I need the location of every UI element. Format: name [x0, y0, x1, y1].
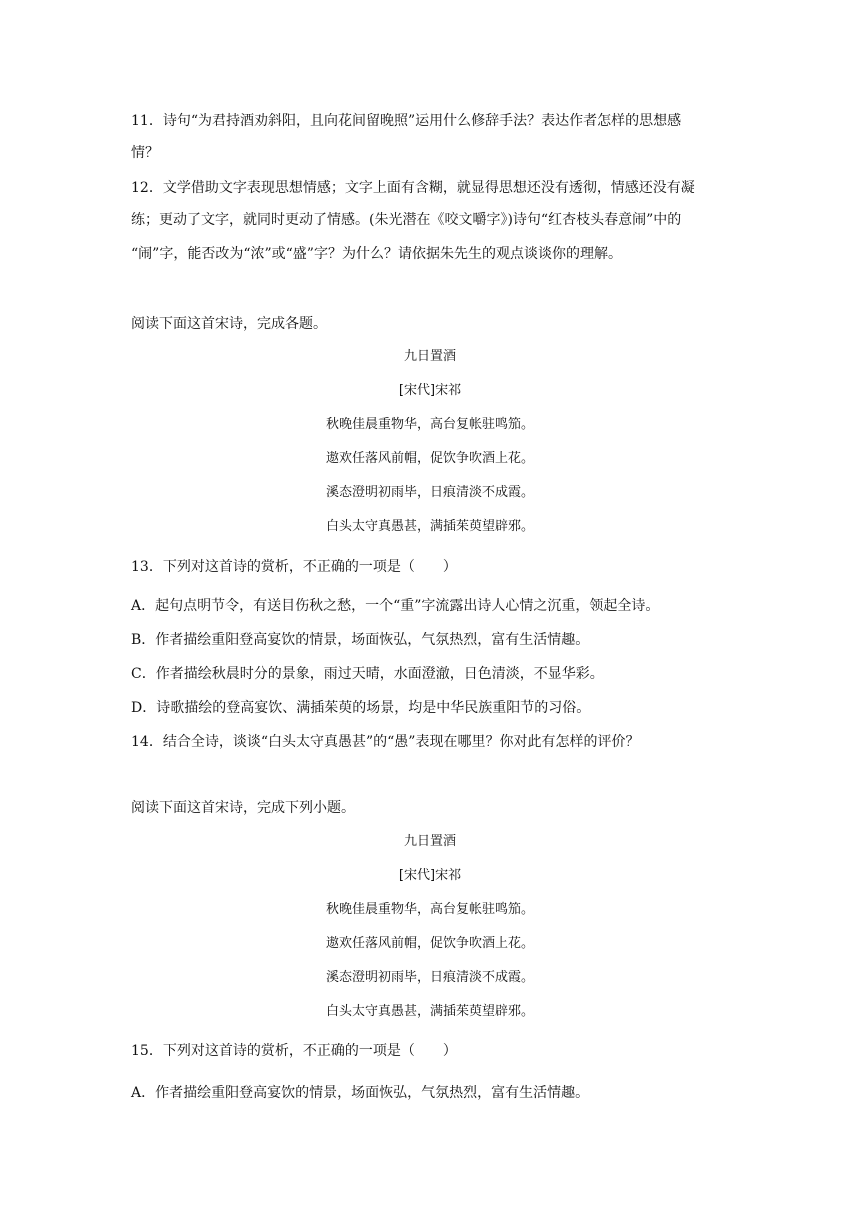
poem-2-title: 九日置酒 — [403, 834, 456, 849]
poem-2-line: 溪态澄明初雨毕，日痕清淡不成霞。 — [325, 970, 534, 985]
question-13-option-c: C．作者描绘秋晨时分的景象，雨过天晴，水面澄澈，日色清淡，不显华彩。 — [131, 666, 604, 682]
question-12-line-2: 练；更动了文字，就同时更动了情感。(朱光潜在《咬文嚼字》)诗句“红杏枝头春意闹”中的 — [131, 212, 682, 228]
question-13-option-d: D．诗歌描绘的登高宴饮、满插茱萸的场景，均是中华民族重阳节的习俗。 — [131, 700, 591, 716]
poem-1-title: 九日置酒 — [403, 349, 456, 364]
poem-2-line: 秋晚佳晨重物华，高台复帐驻鸣笳。 — [325, 902, 534, 917]
poem-2-author: [宋代]宋祁 — [398, 868, 462, 883]
poem-1-line: 遨欢任落风前帽，促饮争吹酒上花。 — [325, 451, 534, 466]
poem-2-line: 白头太守真愚甚，满插茱萸望辟邪。 — [325, 1004, 534, 1019]
question-13-option-b: B．作者描绘重阳登高宴饮的情景，场面恢弘，气氛热烈，富有生活情趣。 — [131, 632, 590, 648]
poem-1-line: 白头太守真愚甚，满插茱萸望辟邪。 — [325, 519, 534, 534]
question-11-line-2: 情？ — [131, 145, 159, 161]
question-12-line-1: 12．文学借助文字表现思想情感；文字上面有含糊，就显得思想还没有透彻，情感还没有凝 — [131, 180, 695, 196]
question-12-line-3: “闹”字，能否改为“浓”或“盛”字？为什么？请依据朱先生的观点谈谈你的理解。 — [131, 246, 622, 262]
question-11-line-1: 11．诗句“为君持酒劝斜阳，且向花间留晚照”运用什么修辞手法？表达作者怎样的思想感 — [131, 113, 682, 129]
poem-2-line: 遨欢任落风前帽，促饮争吹酒上花。 — [325, 936, 534, 951]
poem-1-line: 溪态澄明初雨毕，日痕清淡不成霞。 — [325, 485, 534, 500]
question-13-option-a: A．起句点明节令，有送目伤秋之愁，一个“重”字流露出诗人心情之沉重，领起全诗。 — [131, 598, 660, 614]
poem-1-author: [宋代]宋祁 — [398, 383, 462, 398]
section-2-intro: 阅读下面这首宋诗，完成下列小题。 — [131, 800, 355, 816]
question-14-stem: 14．结合全诗，谈谈“白头太守真愚甚”的“愚”表现在哪里？你对此有怎样的评价？ — [131, 734, 640, 750]
question-15-option-a: A．作者描绘重阳登高宴饮的情景，场面恢弘，气氛热烈，富有生活情趣。 — [131, 1085, 590, 1101]
question-15-stem: 15．下列对这首诗的赏析，不正确的一项是（ ） — [131, 1043, 457, 1059]
question-13-stem: 13．下列对这首诗的赏析，不正确的一项是（ ） — [131, 559, 457, 575]
section-1-intro: 阅读下面这首宋诗，完成各题。 — [131, 316, 327, 332]
poem-1-line: 秋晚佳晨重物华，高台复帐驻鸣笳。 — [325, 417, 534, 432]
